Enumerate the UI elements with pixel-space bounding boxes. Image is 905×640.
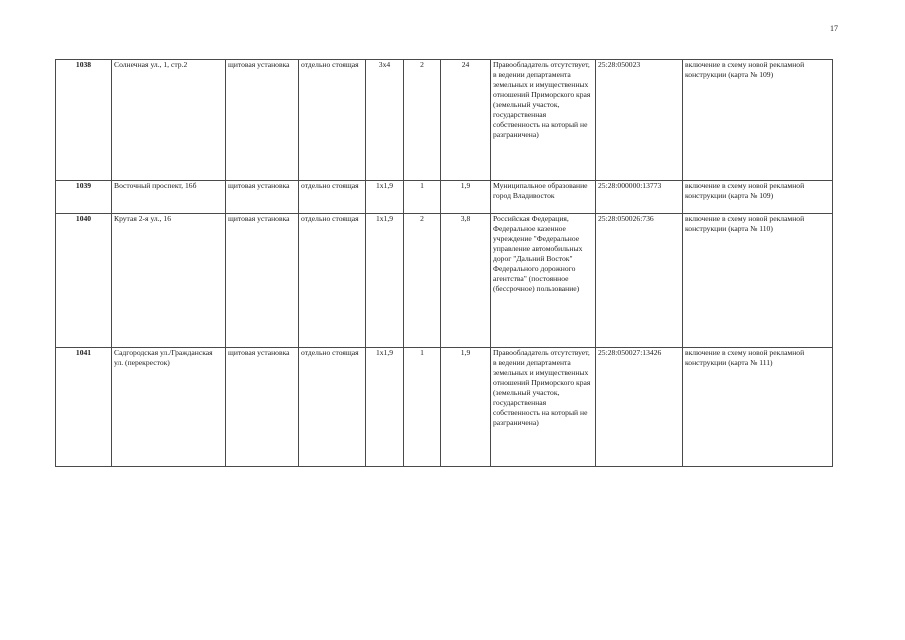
table-row bbox=[56, 348, 833, 467]
cadastral-number-cell: 25:28:050023 bbox=[596, 60, 683, 181]
structure-type-cell: щитовая установка bbox=[226, 60, 299, 181]
size-cell: 1x1,9 bbox=[366, 214, 404, 348]
address-cell: Садгородская ул./Гражданская ул. (перекресток) bbox=[112, 348, 226, 467]
area-cell: 3,8 bbox=[441, 214, 491, 348]
owner-cell: Муниципальное образование город Владивосток bbox=[491, 181, 596, 214]
sides-count-cell: 1 bbox=[404, 348, 441, 467]
address-cell: Восточный проспект, 16б bbox=[112, 181, 226, 214]
advertising-structures-table bbox=[55, 59, 833, 467]
address-cell: Солнечная ул., 1, стр.2 bbox=[112, 60, 226, 181]
note-cell: включение в схему новой рекламной конструкции (карта № 111) bbox=[683, 348, 833, 467]
placement-cell: отдельно стоящая bbox=[299, 181, 366, 214]
cadastral-number-cell: 25:28:050027:13426 bbox=[596, 348, 683, 467]
sides-count-cell: 2 bbox=[404, 60, 441, 181]
cadastral-number-cell: 25:28:050026:736 bbox=[596, 214, 683, 348]
placement-cell: отдельно стоящая bbox=[299, 60, 366, 181]
sides-count-cell: 1 bbox=[404, 181, 441, 214]
area-cell: 1,9 bbox=[441, 181, 491, 214]
table-row bbox=[56, 181, 833, 214]
note-cell: включение в схему новой рекламной конструкции (карта № 109) bbox=[683, 60, 833, 181]
structure-type-cell: щитовая установка bbox=[226, 348, 299, 467]
owner-cell: Российская Федерация, Федеральное казенное учреждение "Федеральное управление автомобильных дорог "Дальний Восток" Федерального дорожного агентства" (постоянное (бессрочное) пользование) bbox=[491, 214, 596, 348]
structure-type-cell: щитовая установка bbox=[226, 214, 299, 348]
owner-cell: Правообладатель отсутствует, в ведении департамента земельных и имущественных отношений Приморского края (земельный участок, государственная собственность на который не разграничена) bbox=[491, 348, 596, 467]
row-number-cell: 1040 bbox=[56, 214, 112, 348]
row-number-cell: 1038 bbox=[56, 60, 112, 181]
sides-count-cell: 2 bbox=[404, 214, 441, 348]
row-number-cell: 1039 bbox=[56, 181, 112, 214]
cadastral-number-cell: 25:28:000000:13773 bbox=[596, 181, 683, 214]
placement-cell: отдельно стоящая bbox=[299, 214, 366, 348]
row-number-cell: 1041 bbox=[56, 348, 112, 467]
page-number: 17 bbox=[830, 24, 838, 33]
owner-cell: Правообладатель отсутствует, в ведении департамента земельных и имущественных отношений Приморского края (земельный участок, государственная собственность на который не разграничена) bbox=[491, 60, 596, 181]
area-cell: 24 bbox=[441, 60, 491, 181]
placement-cell: отдельно стоящая bbox=[299, 348, 366, 467]
table-row bbox=[56, 60, 833, 181]
address-cell: Крутая 2-я ул., 16 bbox=[112, 214, 226, 348]
size-cell: 1x1,9 bbox=[366, 348, 404, 467]
note-cell: включение в схему новой рекламной конструкции (карта № 109) bbox=[683, 181, 833, 214]
note-cell: включение в схему новой рекламной конструкции (карта № 110) bbox=[683, 214, 833, 348]
size-cell: 1x1,9 bbox=[366, 181, 404, 214]
structure-type-cell: щитовая установка bbox=[226, 181, 299, 214]
size-cell: 3x4 bbox=[366, 60, 404, 181]
area-cell: 1,9 bbox=[441, 348, 491, 467]
table-row bbox=[56, 214, 833, 348]
